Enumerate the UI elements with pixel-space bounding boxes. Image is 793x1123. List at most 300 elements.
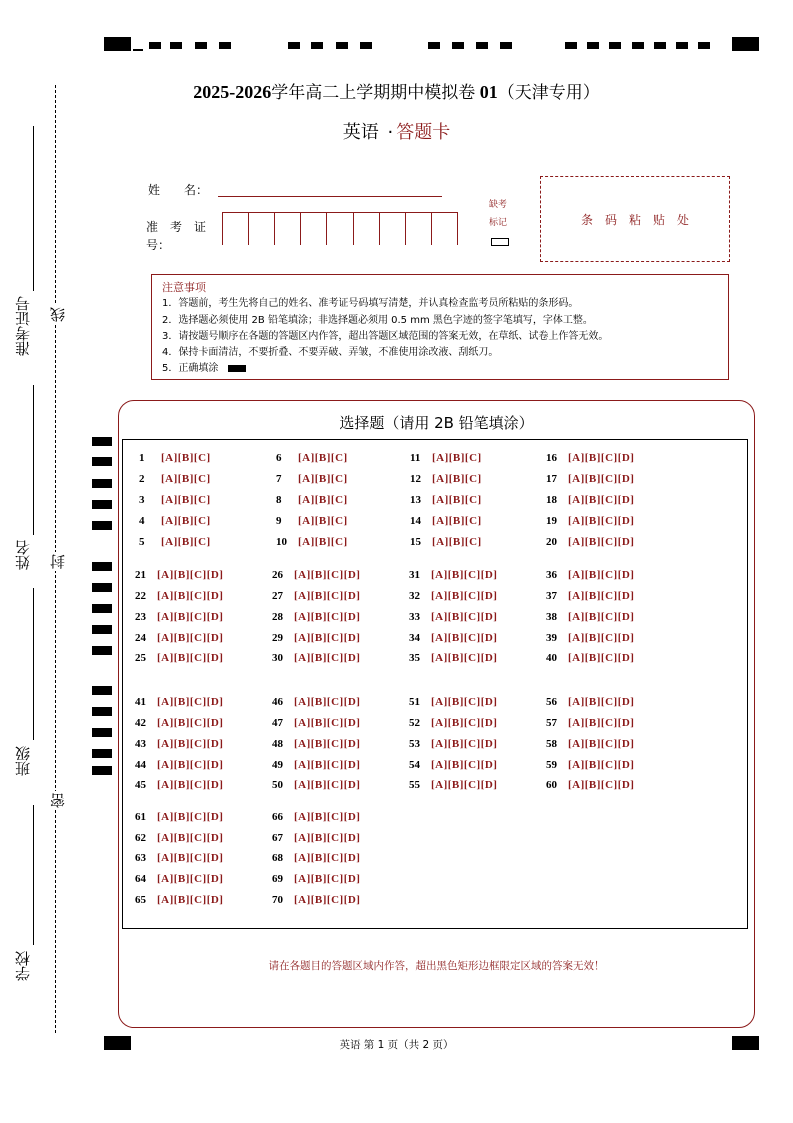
title-dot: · [387,122,394,143]
question-row[interactable] [272,632,360,644]
question-number: 29 [272,632,283,644]
timing-mark [133,49,143,51]
answer-options[interactable]: [A][B][C] [161,494,211,506]
exam-id-label-bottom: 号： [146,238,171,252]
notice-item: 5．正确填涂 [162,363,219,375]
question-number: 69 [272,873,283,885]
question-row[interactable] [410,473,482,485]
answer-options[interactable]: [A][B][C] [161,452,211,464]
question-row[interactable] [546,494,634,506]
answer-options[interactable]: [A][B][C][D] [568,452,635,464]
question-number: 22 [135,590,146,602]
timing-mark [336,42,348,49]
question-row[interactable] [546,779,634,791]
answer-options[interactable]: [A][B][C][D] [431,696,498,708]
answer-options[interactable]: [A][B][C][D] [568,652,635,664]
answer-options[interactable]: [A][B][C][D] [294,852,361,864]
question-row[interactable] [272,852,360,864]
title-tail: （天津专用） [497,83,600,103]
answer-options[interactable]: [A][B][C][D] [431,738,498,750]
answer-options[interactable]: [A][B][C] [432,494,482,506]
question-number: 58 [546,738,557,750]
question-row[interactable] [409,759,497,771]
timing-mark [698,42,710,49]
question-number: 42 [135,717,146,729]
timing-mark [92,728,112,737]
question-number: 41 [135,696,146,708]
answer-options[interactable]: [A][B][C][D] [157,759,224,771]
question-number: 39 [546,632,557,644]
question-row[interactable] [409,652,497,664]
question-row[interactable] [276,452,348,464]
notice-item: 3．请按题号顺序在各题的答题区内作答，超出答题区域范围的答案无效，在草纸、试卷上作答无效。 [162,330,609,342]
answer-options[interactable]: [A][B][C][D] [431,590,498,602]
answer-options[interactable]: [A][B][C][D] [568,590,635,602]
question-row[interactable] [272,759,360,771]
barcode-label: 条 码 粘 贴 处 [580,212,689,227]
timing-mark [92,583,112,592]
question-row[interactable] [272,738,360,750]
side-school-label: 学校 [14,951,32,981]
question-number: 18 [546,494,557,506]
answer-options[interactable]: [A][B][C][D] [157,569,224,581]
question-row[interactable] [276,536,348,548]
question-number: 43 [135,738,146,750]
question-row[interactable] [409,717,497,729]
question-row[interactable] [272,894,360,906]
question-row[interactable] [135,873,223,885]
answer-options[interactable]: [A][B][C][D] [294,832,361,844]
title-year: 2025-2026 [193,82,272,102]
question-row[interactable] [546,515,634,527]
question-number: 7 [276,473,282,485]
question-row[interactable] [135,832,223,844]
answer-options[interactable]: [A][B][C][D] [568,779,635,791]
question-number: 5 [139,536,145,548]
exam-id-cell[interactable] [248,213,274,245]
question-row[interactable] [139,452,211,464]
timing-mark [676,42,688,49]
timing-mark [654,42,666,49]
question-number: 46 [272,696,283,708]
exam-id-cell[interactable] [405,213,431,245]
answer-options[interactable]: [A][B][C][D] [157,894,224,906]
timing-mark [170,42,182,49]
question-number: 50 [272,779,283,791]
exam-id-cell[interactable] [326,213,352,245]
question-number: 26 [272,569,283,581]
answer-options[interactable]: [A][B][C][D] [294,632,361,644]
timing-mark [92,562,112,571]
answer-options[interactable]: [A][B][C] [432,515,482,527]
answer-options[interactable]: [A][B][C][D] [568,536,635,548]
absent-checkbox[interactable] [491,238,509,246]
title-text: 学年高二上学期期中模拟卷 [271,83,476,103]
answer-options[interactable]: [A][B][C][D] [431,569,498,581]
question-row[interactable] [409,611,497,623]
answer-area-warning: 请在各题目的答题区域内作答，超出黑色矩形边框限定区域的答案无效！ [268,960,605,972]
seal-seal-label: 封 [49,554,67,569]
question-row[interactable] [409,696,497,708]
answer-options[interactable]: [A][B][C][D] [568,717,635,729]
timing-mark [92,604,112,613]
exam-id-label [146,218,206,254]
question-row[interactable] [546,611,634,623]
question-number: 31 [409,569,420,581]
answer-options[interactable]: [A][B][C] [161,515,211,527]
answer-card-label: 答题卡 [396,122,451,143]
question-row[interactable] [409,779,497,791]
question-number: 8 [276,494,282,506]
section-title: 选择题（请用 2B 铅笔填涂） [339,414,534,432]
timing-mark [92,766,112,775]
question-number: 55 [409,779,420,791]
question-number: 40 [546,652,557,664]
exam-id-cell[interactable] [431,213,458,245]
answer-options[interactable]: [A][B][C][D] [294,696,361,708]
question-number: 33 [409,611,420,623]
absent-label-2: 标记 [488,218,507,228]
question-number: 20 [546,536,557,548]
exam-id-cell[interactable] [379,213,405,245]
timing-mark [92,479,112,488]
barcode-area [540,176,730,262]
question-row[interactable] [546,759,634,771]
question-row[interactable] [272,832,360,844]
answer-options[interactable]: [A][B][C][D] [431,759,498,771]
question-row[interactable] [135,779,223,791]
question-row[interactable] [135,852,223,864]
answer-options[interactable]: [A][B][C][D] [294,779,361,791]
question-number: 68 [272,852,283,864]
question-row[interactable] [546,696,634,708]
question-row[interactable] [135,569,223,581]
question-row[interactable] [546,632,634,644]
question-row[interactable] [272,569,360,581]
question-row[interactable] [135,590,223,602]
timing-mark [360,42,372,49]
title-number: 01 [479,82,498,102]
timing-mark [476,42,488,49]
question-row[interactable] [546,452,634,464]
question-number: 51 [409,696,420,708]
side-name-line [33,385,34,535]
subject-label: 英语 [342,122,379,143]
notice-item: 4．保持卡面清洁，不要折叠、不要弄破、弄皱，不准使用涂改液、刮纸刀。 [162,347,499,359]
question-number: 19 [546,515,557,527]
timing-mark [632,42,644,49]
question-number: 38 [546,611,557,623]
timing-mark [104,37,131,51]
timing-mark [609,42,621,49]
question-number: 28 [272,611,283,623]
answer-options[interactable]: [A][B][C] [432,452,482,464]
question-row[interactable] [276,473,348,485]
side-exam-id-label: 准考证号 [14,296,32,356]
question-number: 53 [409,738,420,750]
question-row[interactable] [276,515,348,527]
timing-mark [587,42,599,49]
answer-options[interactable]: [A][B][C][D] [157,873,224,885]
timing-mark [500,42,512,49]
question-row[interactable] [410,494,482,506]
answer-options[interactable]: [A][B][C][D] [431,632,498,644]
question-number: 10 [276,536,287,548]
question-number: 70 [272,894,283,906]
question-row[interactable] [139,515,211,527]
question-row[interactable] [272,652,360,664]
answer-options[interactable]: [A][B][C][D] [568,494,635,506]
question-row[interactable] [546,536,634,548]
side-class-line [33,588,34,740]
answer-options[interactable]: [A][B][C] [298,536,348,548]
question-number: 61 [135,811,146,823]
correct-fill-sample [228,365,246,372]
answer-options[interactable]: [A][B][C][D] [568,569,635,581]
question-number: 52 [409,717,420,729]
timing-mark [92,625,112,634]
answer-options[interactable]: [A][B][C][D] [294,717,361,729]
question-number: 49 [272,759,283,771]
answer-options[interactable]: [A][B][C] [298,494,348,506]
question-number: 65 [135,894,146,906]
answer-options[interactable]: [A][B][C][D] [294,590,361,602]
question-row[interactable] [410,452,482,464]
answer-options[interactable]: [A][B][C][D] [157,717,224,729]
question-row[interactable] [546,473,634,485]
question-number: 6 [276,452,282,464]
question-row[interactable] [135,696,223,708]
exam-id-cell[interactable] [300,213,326,245]
answer-options[interactable]: [A][B][C][D] [157,832,224,844]
question-row[interactable] [139,473,211,485]
question-row[interactable] [272,717,360,729]
question-number: 32 [409,590,420,602]
question-row[interactable] [546,569,634,581]
notice-item: 2．选择题必须使用 2B 铅笔填涂；非选择题必须用 0.5 mm 黑色字迹的签字笔填写，字体工整。 [162,314,593,326]
question-row[interactable] [135,759,223,771]
page-title [0,78,793,103]
question-number: 54 [409,759,420,771]
answer-options[interactable]: [A][B][C][D] [157,652,224,664]
timing-mark [92,749,112,758]
question-row[interactable] [135,652,223,664]
side-name-label: 姓名 [14,540,32,570]
exam-id-cell[interactable] [274,213,300,245]
notice-item: 1．答题前，考生先将自己的姓名、准考证号码填写清楚，并认真检查监考员所粘贴的条形码。 [162,298,579,310]
seal-secret-label: 密 [49,793,67,808]
question-row[interactable] [272,611,360,623]
answer-options[interactable]: [A][B][C][D] [294,811,361,823]
question-number: 12 [410,473,421,485]
answer-options[interactable]: [A][B][C] [161,473,211,485]
exam-id-cell[interactable] [353,213,379,245]
question-row[interactable] [272,873,360,885]
question-number: 23 [135,611,146,623]
question-number: 60 [546,779,557,791]
answer-options[interactable]: [A][B][C][D] [294,894,361,906]
timing-mark [92,646,112,655]
answer-options[interactable]: [A][B][C][D] [568,696,635,708]
name-label: 姓 名： [148,183,209,197]
question-number: 1 [139,452,145,464]
timing-mark [92,437,112,446]
name-field[interactable] [218,196,442,197]
exam-id-cell[interactable] [222,213,248,245]
notice-box [151,274,729,380]
question-row[interactable] [135,894,223,906]
question-row[interactable] [135,611,223,623]
answer-options[interactable]: [A][B][C] [432,473,482,485]
answer-options[interactable]: [A][B][C][D] [294,569,361,581]
question-row[interactable] [135,738,223,750]
question-row[interactable] [135,632,223,644]
question-row[interactable] [546,590,634,602]
timing-mark [195,42,207,49]
question-number: 24 [135,632,146,644]
answer-options[interactable]: [A][B][C][D] [157,811,224,823]
question-row[interactable] [272,696,360,708]
question-number: 59 [546,759,557,771]
answer-options[interactable]: [A][B][C] [432,536,482,548]
side-school-line [33,805,34,945]
question-number: 11 [410,452,421,464]
answer-options[interactable]: [A][B][C][D] [157,696,224,708]
timing-mark [428,42,440,49]
question-row[interactable] [410,536,482,548]
answer-options[interactable]: [A][B][C][D] [568,515,635,527]
question-row[interactable] [272,811,360,823]
question-number: 25 [135,652,146,664]
question-row[interactable] [409,738,497,750]
timing-mark [92,686,112,695]
question-row[interactable] [276,494,348,506]
question-row[interactable] [409,632,497,644]
question-number: 9 [276,515,282,527]
question-number: 63 [135,852,146,864]
question-row[interactable] [546,717,634,729]
answer-options[interactable]: [A][B][C][D] [157,590,224,602]
timing-mark [565,42,577,49]
side-exam-id-line [33,126,34,291]
answer-options[interactable]: [A][B][C][D] [157,779,224,791]
question-number: 4 [139,515,145,527]
question-row[interactable] [546,652,634,664]
answer-options[interactable]: [A][B][C][D] [431,611,498,623]
answer-options[interactable]: [A][B][C][D] [431,652,498,664]
notice-heading: 注意事项 [162,281,206,294]
answer-options[interactable]: [A][B][C][D] [568,759,635,771]
question-row[interactable] [409,569,497,581]
answer-options[interactable]: [A][B][C][D] [568,611,635,623]
question-row[interactable] [135,717,223,729]
absent-mark-label [486,196,510,232]
question-number: 16 [546,452,557,464]
answer-options[interactable]: [A][B][C][D] [568,738,635,750]
question-number: 62 [135,832,146,844]
question-row[interactable] [410,515,482,527]
answer-options[interactable]: [A][B][C][D] [294,652,361,664]
page-footer: 英语 第 1 页（共 2 页） [339,1039,454,1051]
question-number: 14 [410,515,421,527]
question-number: 67 [272,832,283,844]
timing-mark [732,37,759,51]
question-row[interactable] [272,590,360,602]
question-row[interactable] [139,536,211,548]
answer-options[interactable]: [A][B][C][D] [431,717,498,729]
answer-options[interactable]: [A][B][C][D] [294,611,361,623]
side-class-label: 班级 [14,746,32,776]
timing-mark [311,42,323,49]
answer-options[interactable]: [A][B][C][D] [157,738,224,750]
answer-options[interactable]: [A][B][C][D] [294,738,361,750]
question-number: 35 [409,652,420,664]
answer-options[interactable]: [A][B][C] [298,452,348,464]
question-number: 56 [546,696,557,708]
question-number: 47 [272,717,283,729]
exam-id-label-top: 准 考 证 [146,220,207,234]
answer-options[interactable]: [A][B][C][D] [294,873,361,885]
question-number: 48 [272,738,283,750]
question-number: 34 [409,632,420,644]
subtitle [0,118,793,144]
question-number: 36 [546,569,557,581]
answer-options[interactable]: [A][B][C][D] [157,852,224,864]
answer-options[interactable]: [A][B][C][D] [568,473,635,485]
question-number: 2 [139,473,145,485]
answer-options[interactable]: [A][B][C][D] [157,632,224,644]
question-number: 37 [546,590,557,602]
seal-line-label: 线 [49,307,67,322]
timing-mark [92,457,112,466]
absent-label-1: 缺考 [488,200,507,210]
timing-mark [219,42,231,49]
question-number: 17 [546,473,557,485]
question-number: 66 [272,811,283,823]
answer-options[interactable]: [A][B][C] [161,536,211,548]
answer-options[interactable]: [A][B][C][D] [157,611,224,623]
question-row[interactable] [409,590,497,602]
question-number: 27 [272,590,283,602]
timing-mark [92,521,112,530]
timing-mark [92,500,112,509]
timing-mark [92,707,112,716]
question-number: 3 [139,494,145,506]
question-row[interactable] [135,811,223,823]
answer-options[interactable]: [A][B][C] [298,473,348,485]
question-row[interactable] [139,494,211,506]
question-row[interactable] [546,738,634,750]
timing-mark [452,42,464,49]
question-number: 64 [135,873,146,885]
question-number: 44 [135,759,146,771]
question-number: 15 [410,536,421,548]
answer-options[interactable]: [A][B][C][D] [431,779,498,791]
notice-item-5 [162,361,718,377]
answer-options[interactable]: [A][B][C] [298,515,348,527]
timing-mark [288,42,300,49]
question-number: 57 [546,717,557,729]
question-number: 21 [135,569,146,581]
question-number: 45 [135,779,146,791]
question-row[interactable] [272,779,360,791]
question-number: 13 [410,494,421,506]
timing-mark [149,42,161,49]
answer-options[interactable]: [A][B][C][D] [568,632,635,644]
question-number: 30 [272,652,283,664]
answer-options[interactable]: [A][B][C][D] [294,759,361,771]
exam-id-grid[interactable] [222,212,458,245]
